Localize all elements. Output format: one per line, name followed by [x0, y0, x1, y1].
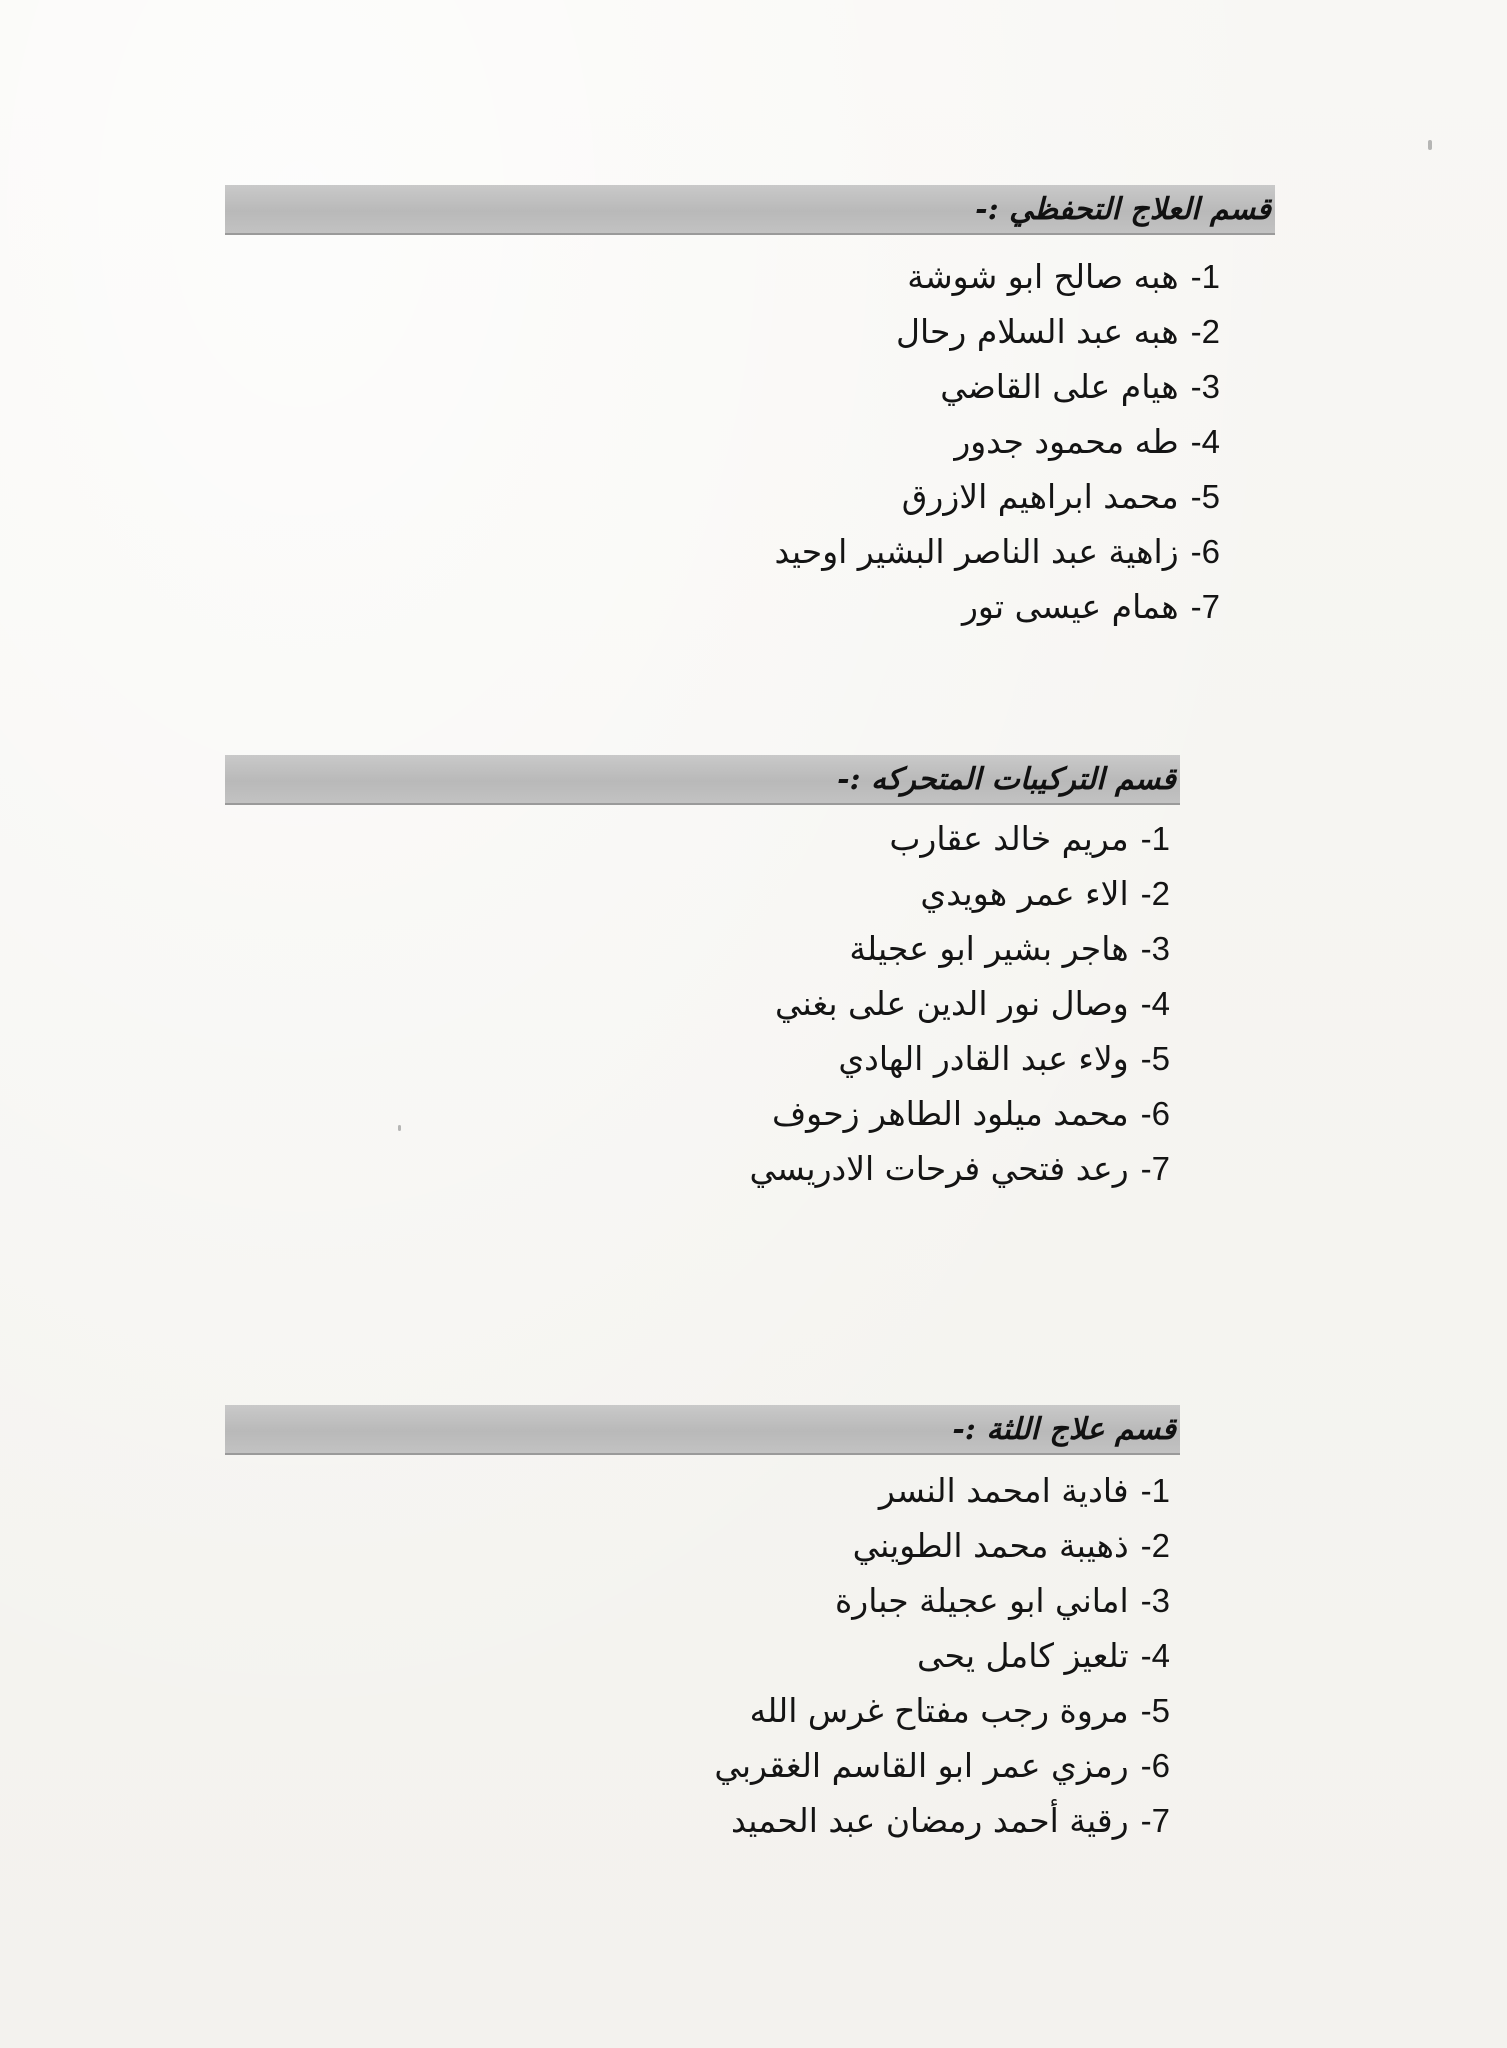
item-number: -5	[1140, 1040, 1170, 1077]
paper-speck	[1428, 140, 1432, 150]
list-item	[225, 1738, 1170, 1793]
list-item	[225, 1141, 1170, 1196]
item-number: -6	[1140, 1747, 1170, 1784]
list-item	[225, 359, 1220, 414]
item-name: ولاء عبد القادر الهادي	[838, 1039, 1129, 1078]
item-number: -2	[1190, 313, 1220, 350]
item-name: رقية أحمد رمضان عبد الحميد	[730, 1801, 1129, 1840]
item-name: مريم خالد عقارب	[889, 819, 1129, 858]
item-number: -2	[1140, 1527, 1170, 1564]
item-name: محمد ميلود الطاهر زحوف	[771, 1094, 1129, 1133]
list-item	[225, 1573, 1170, 1628]
item-number: -4	[1140, 1637, 1170, 1674]
list-item	[225, 1086, 1170, 1141]
item-number: -3	[1140, 930, 1170, 967]
item-number: -4	[1190, 423, 1220, 460]
item-name: طه محمود جدور	[954, 422, 1179, 461]
item-number: -6	[1140, 1095, 1170, 1132]
item-number: -7	[1140, 1802, 1170, 1839]
item-number: -5	[1190, 478, 1220, 515]
section-header-bar	[225, 185, 1275, 235]
item-number: -1	[1140, 1472, 1170, 1509]
name-list	[225, 249, 1220, 634]
item-name: محمد ابراهيم الازرق	[901, 477, 1179, 516]
section-periodontics	[225, 1405, 1180, 1848]
item-number: -7	[1190, 588, 1220, 625]
list-item	[225, 976, 1170, 1031]
item-name: اماني ابو عجيلة جبارة	[834, 1581, 1129, 1620]
item-name: هبه صالح ابو شوشة	[907, 257, 1179, 296]
item-number: -1	[1140, 820, 1170, 857]
name-list	[225, 1463, 1170, 1848]
item-number: -6	[1190, 533, 1220, 570]
item-number: -5	[1140, 1692, 1170, 1729]
item-name: هاجر بشير ابو عجيلة	[849, 929, 1129, 968]
item-name: تلعيز كامل يحى	[917, 1636, 1129, 1675]
item-number: -1	[1190, 258, 1220, 295]
section-header-bar	[225, 755, 1180, 805]
list-item	[225, 304, 1220, 359]
list-item	[225, 1463, 1170, 1518]
list-item	[225, 1628, 1170, 1683]
item-name: هبه عبد السلام رحال	[896, 312, 1179, 351]
list-item	[225, 1793, 1170, 1848]
item-name: رعد فتحي فرحات الادريسي	[749, 1149, 1129, 1188]
list-item	[225, 414, 1220, 469]
item-name: مروة رجب مفتاح غرس الله	[749, 1691, 1129, 1730]
name-list	[225, 811, 1170, 1196]
section-title: قسم العلاج التحفظي :-	[975, 191, 1271, 227]
item-name: الاء عمر هويدي	[920, 874, 1129, 913]
item-name: رمزي عمر ابو القاسم الغقربي	[714, 1746, 1129, 1785]
list-item	[225, 811, 1170, 866]
list-item	[225, 866, 1170, 921]
list-item	[225, 1518, 1170, 1573]
section-conservative-treatment	[225, 185, 1275, 634]
item-name: وصال نور الدين على بغني	[775, 984, 1129, 1023]
section-title: قسم علاج اللثة :-	[952, 1411, 1176, 1447]
section-removable-prosthodontics	[225, 755, 1180, 1196]
item-number: -4	[1140, 985, 1170, 1022]
list-item	[225, 579, 1220, 634]
item-name: ذهيبة محمد الطويني	[852, 1526, 1129, 1565]
list-item	[225, 1031, 1170, 1086]
list-item	[225, 469, 1220, 524]
item-name: زاهية عبد الناصر البشير اوحيد	[774, 532, 1179, 571]
list-item	[225, 921, 1170, 976]
section-title: قسم التركيبات المتحركه :-	[837, 761, 1176, 797]
item-name: هيام على القاضي	[940, 367, 1179, 406]
section-header-bar	[225, 1405, 1180, 1455]
item-number: -2	[1140, 875, 1170, 912]
item-name: فادية امحمد النسر	[878, 1471, 1129, 1510]
list-item	[225, 524, 1220, 579]
list-item	[225, 249, 1220, 304]
item-number: -3	[1190, 368, 1220, 405]
item-number: -7	[1140, 1150, 1170, 1187]
item-name: همام عيسى تور	[961, 587, 1179, 626]
item-number: -3	[1140, 1582, 1170, 1619]
list-item	[225, 1683, 1170, 1738]
